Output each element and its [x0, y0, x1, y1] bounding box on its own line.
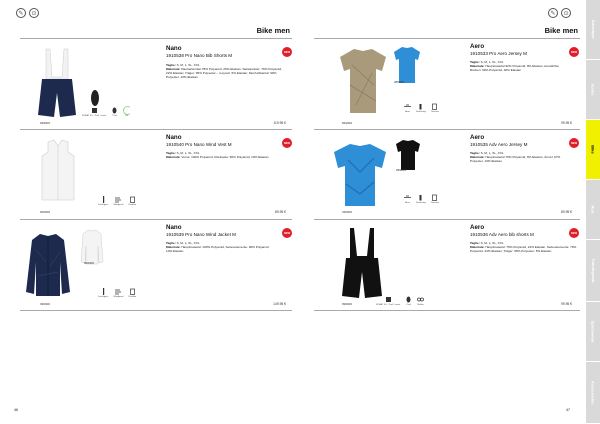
product-name: Nano — [166, 134, 182, 141]
adv-aero-jersey-blue-image — [330, 140, 390, 210]
product-code: 1910533 Pro Aero Jersey M — [470, 51, 527, 56]
article-number-alt: 385000 — [394, 80, 405, 84]
lightweight-icon: Leichtgew. — [98, 288, 108, 298]
product-name: Aero — [470, 43, 485, 50]
windproof-icon: Windproof — [113, 196, 123, 206]
article-number: 849000 — [342, 121, 353, 125]
price: 119.95 € — [273, 121, 286, 125]
product-row — [314, 219, 580, 311]
article-number: 999000 — [342, 302, 353, 306]
product-description: Taglie: S, M, L, XL, XXL Materiale: Hauptmaterial: 76% Polyamid, 24% Elastan, Seitenelemente: 76% Polyamid, 24% Elastan; Träger: 95% Polyester, 5% Elastan — [470, 241, 577, 253]
aero-jersey-blue-image — [392, 45, 422, 85]
feature-icons — [376, 296, 424, 306]
article-number: 336000 — [342, 210, 353, 214]
lightweight-icon: Leichtgew. — [98, 196, 108, 206]
aero-icon: Aero — [404, 103, 411, 113]
right-header-icons — [548, 8, 571, 18]
new-badge: NEW — [282, 138, 292, 148]
pocket-icon: Packbar — [128, 196, 136, 206]
chamois-pad-image — [90, 89, 100, 107]
article-number: 999000 — [40, 121, 51, 125]
pad-icon: Pad — [405, 296, 412, 306]
aero-jersey-olive-image — [336, 45, 390, 117]
tab-socks[interactable]: Socks — [586, 60, 600, 120]
page-number: 46 — [14, 408, 18, 412]
edit-icon[interactable]: ✎ — [16, 8, 26, 18]
price: 99.95 € — [561, 121, 572, 125]
pin-icon[interactable]: ⊙ — [561, 8, 571, 18]
product-code: 1910535 Adv Aero Jersey M — [470, 142, 528, 147]
category-sidebar — [586, 0, 600, 424]
product-row — [20, 219, 292, 311]
chamois-icon: SPRAY 3.0 · Pad · Insert — [82, 107, 106, 117]
product-description: Taglie: S, M, L, XL, XXL Materiale: Vorne: 100% Polyamid, Rückseite: 90% Polyamid, 10% Elastan — [166, 151, 269, 159]
price: 89.95 € — [561, 210, 572, 214]
product-name: Nano — [166, 45, 182, 52]
wind-vest-image — [38, 138, 78, 204]
product-code: 1910539 Pro Nano Wind Jacket M — [166, 232, 236, 237]
new-badge: NEW — [282, 47, 292, 57]
bottle-icon: Sicherung — [416, 194, 426, 204]
article-number: 900000 — [40, 210, 51, 214]
tab-sportswear[interactable]: Sportswear — [586, 302, 600, 362]
article-number-alt: 999000 — [396, 168, 407, 172]
price: 149.95 € — [273, 302, 286, 306]
product-description: Taglie: S, M, L, XL, XXL Materiale: Hauptmaterial 76% Polyamid, 6% Elastan, Ärmel: 67% Polyester, 13% Elastan — [470, 151, 561, 163]
article-number-alt: 900000 — [84, 261, 95, 265]
pocket-icon: Taschen — [431, 194, 439, 204]
tab-trainingwear[interactable]: Trainingwear — [586, 240, 600, 302]
feature-icons — [98, 196, 136, 206]
product-description: Taglie: S, M, L, XL, XXL Materiale: Hauptmaterial 92% Polyamid, 8% Elastan, Aerodichte Rücken: 60% Polyamid, 40% Elastan — [470, 60, 559, 72]
adv-aero-jersey-black-image — [394, 138, 422, 172]
product-code: 1910536 Adv Aero bib shorts M — [470, 232, 534, 237]
wind-jacket-navy-image — [24, 232, 72, 298]
price: 99.95 € — [561, 302, 572, 306]
tab-bike[interactable]: Bike — [586, 120, 600, 180]
price: 89.95 € — [275, 210, 286, 214]
fit-icon: Fit — [123, 107, 130, 117]
product-row — [20, 38, 292, 129]
chamois-icon: SPRAY 3.0 · Pad · Insert — [376, 296, 400, 306]
tab-baselayer[interactable]: Baselayer — [586, 0, 600, 60]
product-row — [314, 38, 580, 129]
feature-icons — [404, 103, 439, 113]
product-description: Taglie: S, M, L, XL, XXL Materiale: Rauheitsmittel 78% Polyamid, 26% Elastan, Sattelpolster: 76% Polyamid, 22% Elastan; Träger: 95% Polyester – recycelt, 5% Elastan; Mesh-Material: 90% Polyester, 10% Elastan — [166, 63, 282, 79]
feature-icons — [98, 288, 136, 298]
new-badge: NEW — [569, 47, 579, 57]
right-page — [300, 0, 600, 424]
product-name: Aero — [470, 134, 485, 141]
reflective-icon: Reflex — [417, 296, 424, 306]
page-title: Bike men — [544, 26, 578, 35]
adv-aero-bib-shorts-image — [338, 226, 386, 302]
product-name: Aero — [470, 224, 485, 231]
edit-icon[interactable]: ✎ — [548, 8, 558, 18]
product-code: 1910538 Pro Nano Bib Shorts M — [166, 53, 233, 58]
product-name: Nano — [166, 224, 182, 231]
page-number: 47 — [566, 408, 570, 412]
new-badge: NEW — [282, 228, 292, 238]
bottle-icon: Sicherung — [416, 103, 426, 113]
page-title: Bike men — [256, 26, 290, 35]
pin-icon[interactable]: ⊙ — [29, 8, 39, 18]
product-row — [20, 129, 292, 219]
article-number: 396000 — [40, 302, 51, 306]
left-header-icons — [16, 8, 39, 18]
aero-icon: Aero — [404, 194, 411, 204]
product-code: 1910540 Pro Nano Wind Vest M — [166, 142, 232, 147]
product-description: Taglie: S, M, L, XL, XXL Materiale: Hauptmaterial: 100% Polyamid, Seitenelemente: 90% Polyamid, 10% Elastan — [166, 241, 270, 253]
tab-run[interactable]: Run — [586, 180, 600, 240]
pocket-icon: Taschen — [431, 103, 439, 113]
new-badge: NEW — [569, 138, 579, 148]
windproof-icon: Windproof — [113, 288, 123, 298]
feature-icons — [404, 194, 439, 204]
product-row — [314, 129, 580, 219]
new-badge: NEW — [569, 228, 579, 238]
pad-icon: Pad — [111, 107, 118, 117]
tab-accessories[interactable]: Accessories — [586, 362, 600, 424]
pocket-icon: Packbar — [128, 288, 136, 298]
feature-icons — [82, 107, 130, 117]
bib-shorts-image — [32, 45, 82, 123]
